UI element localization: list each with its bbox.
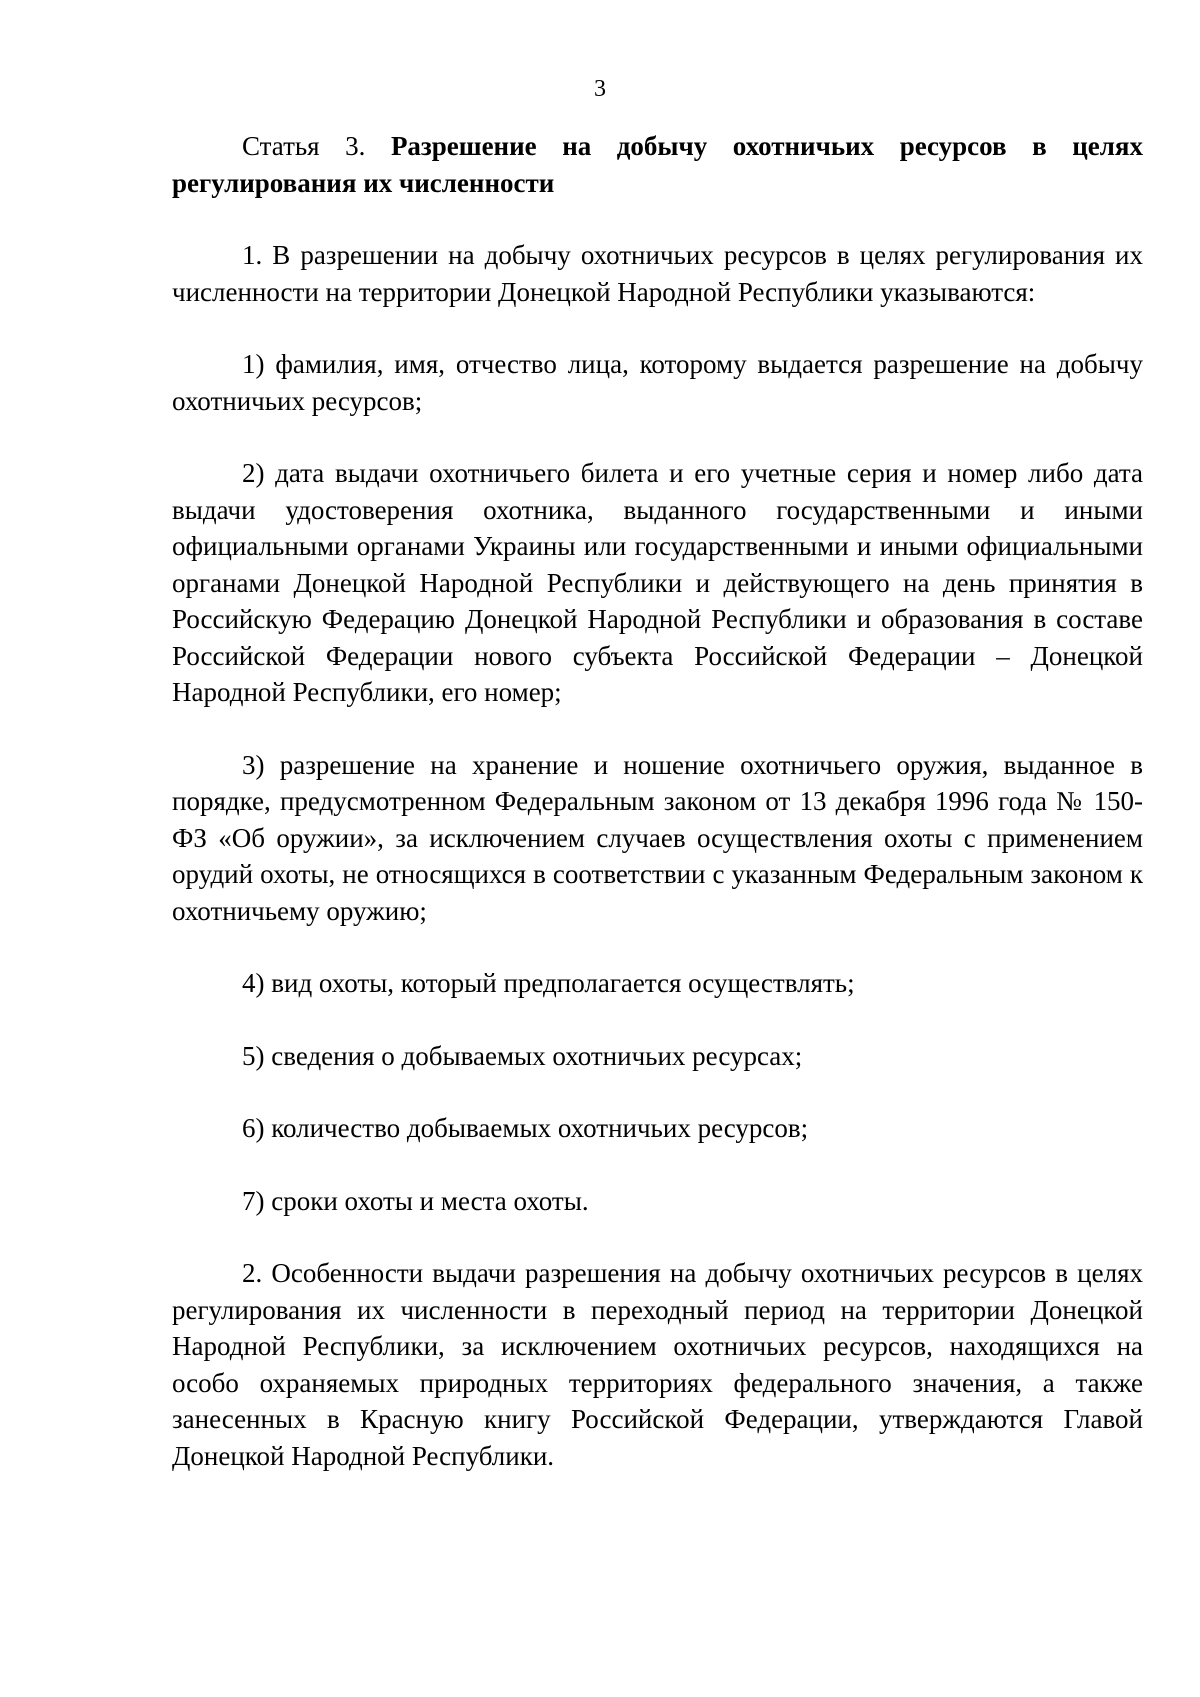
article-label: Статья 3. xyxy=(242,131,366,161)
article-heading xyxy=(172,128,1143,201)
list-item-1: 1) фамилия, имя, отчество лица, которому выдается разрешение на добычу охотничьих ресурсов; xyxy=(172,349,1143,416)
document-body xyxy=(172,128,1143,1474)
list-item-4: 4) вид охоты, который предполагается осуществлять; xyxy=(242,968,855,998)
page-number: 3 xyxy=(594,76,606,102)
article-title: Разрешение на добычу охотничьих ресурсов в целях регулирования их численности xyxy=(172,131,1144,198)
list-item-7: 7) сроки охоты и места охоты. xyxy=(242,1185,589,1216)
paragraph-1: 1. В разрешении на добычу охотничьих ресурсов в целях регулирования их численности на территории Донецкой Народной Республики указываются: xyxy=(172,240,1143,307)
list-item-5: 5) сведения о добываемых охотничьих ресурсах; xyxy=(242,1040,803,1071)
paragraph-2: 2. Особенности выдачи разрешения на добычу охотничьих ресурсов в целях регулирования их численности в переходный период на территории Донецкой Народной Республики, за исключением охотничьих ресурсов, находящихся на особо охраняемых природных территориях федерального значения, а также занесенных в Красную книгу Российской Федерации, утверждаются Главой Донецкой Народной Республики. xyxy=(172,1258,1143,1471)
list-item-2: 2) дата выдачи охотничьего билета и его учетные серия и номер либо дата выдачи удостоверения охотника, выданного государственными и иными официальными органами Украины или государственными и иными официальными органами Донецкой Народной Республики и действующего на день принятия в Российскую Федерацию Донецкой Народной Республики и образования в составе Российской Федерации нового субъекта Российской Федерации – Донецкой Народной Республики, его номер; xyxy=(172,458,1143,707)
list-item-6: 6) количество добываемых охотничьих ресурсов; xyxy=(242,1113,809,1143)
list-item-3: 3) разрешение на хранение и ношение охотничьего оружия, выданное в порядке, предусмотренном Федеральным законом от 13 декабря 1996 года № 150-ФЗ «Об оружии», за исключением случаев осуществления охоты с применением орудий охоты, не относящихся в соответствии с указанным Федеральным законом к охотничьему оружию; xyxy=(172,749,1143,926)
